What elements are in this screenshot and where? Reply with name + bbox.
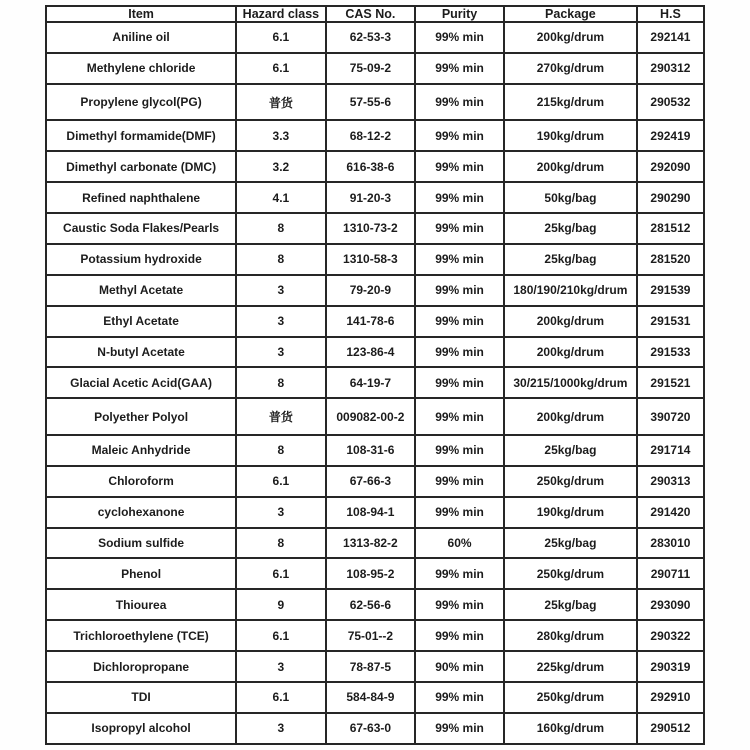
- cell-package: 30/215/1000kg/drum: [504, 367, 637, 398]
- cell-item: Maleic Anhydride: [46, 435, 236, 466]
- cell-purity: 90% min: [415, 651, 504, 682]
- cell-purity: 99% min: [415, 435, 504, 466]
- cell-item: Ethyl Acetate: [46, 306, 236, 337]
- cell-package: 25kg/bag: [504, 528, 637, 559]
- cell-hs: 293090: [637, 589, 704, 620]
- cell-cas_no: 1310-73-2: [326, 213, 415, 244]
- cell-purity: 99% min: [415, 213, 504, 244]
- cell-hs: 291539: [637, 275, 704, 306]
- column-header-item: Item: [46, 6, 236, 22]
- cell-package: 215kg/drum: [504, 84, 637, 121]
- cell-cas_no: 75-01--2: [326, 620, 415, 651]
- cell-item: Propylene glycol(PG): [46, 84, 236, 121]
- cell-cas_no: 62-53-3: [326, 22, 415, 53]
- cell-hazard_class: 6.1: [236, 620, 325, 651]
- table-row: [46, 120, 704, 151]
- cell-purity: 99% min: [415, 53, 504, 84]
- cell-cas_no: 64-19-7: [326, 367, 415, 398]
- cell-package: 200kg/drum: [504, 151, 637, 182]
- cell-package: 200kg/drum: [504, 398, 637, 435]
- table-row: [46, 528, 704, 559]
- cell-hazard_class: 3: [236, 337, 325, 368]
- cell-hazard_class: 3.2: [236, 151, 325, 182]
- cell-cas_no: 57-55-6: [326, 84, 415, 121]
- cell-hs: 292419: [637, 120, 704, 151]
- cell-cas_no: 1310-58-3: [326, 244, 415, 275]
- table-row: [46, 651, 704, 682]
- cell-hazard_class: 3: [236, 651, 325, 682]
- cell-hs: 281520: [637, 244, 704, 275]
- cell-cas_no: 67-66-3: [326, 466, 415, 497]
- cell-package: 270kg/drum: [504, 53, 637, 84]
- cell-item: Chloroform: [46, 466, 236, 497]
- cell-purity: 99% min: [415, 244, 504, 275]
- cell-package: 190kg/drum: [504, 497, 637, 528]
- column-header-package: Package: [504, 6, 637, 22]
- table-row: [46, 22, 704, 53]
- cell-item: Methylene chloride: [46, 53, 236, 84]
- table-row: [46, 84, 704, 121]
- cell-item: Aniline oil: [46, 22, 236, 53]
- cell-cas_no: 108-94-1: [326, 497, 415, 528]
- table-row: [46, 435, 704, 466]
- cell-purity: 99% min: [415, 558, 504, 589]
- table-row: [46, 337, 704, 368]
- cell-package: 200kg/drum: [504, 22, 637, 53]
- cell-cas_no: 009082-00-2: [326, 398, 415, 435]
- cell-purity: 99% min: [415, 466, 504, 497]
- cell-hazard_class: 8: [236, 435, 325, 466]
- cell-package: 160kg/drum: [504, 713, 637, 744]
- table-row: [46, 713, 704, 744]
- cell-hs: 291420: [637, 497, 704, 528]
- cell-purity: 99% min: [415, 713, 504, 744]
- table-row: [46, 213, 704, 244]
- cell-item: Caustic Soda Flakes/Pearls: [46, 213, 236, 244]
- cell-cas_no: 78-87-5: [326, 651, 415, 682]
- cell-hs: 290532: [637, 84, 704, 121]
- cell-package: 280kg/drum: [504, 620, 637, 651]
- cell-purity: 99% min: [415, 367, 504, 398]
- cell-item: Refined naphthalene: [46, 182, 236, 213]
- cell-cas_no: 123-86-4: [326, 337, 415, 368]
- cell-hazard_class: 8: [236, 244, 325, 275]
- cell-package: 200kg/drum: [504, 337, 637, 368]
- cell-hs: 290290: [637, 182, 704, 213]
- cell-cas_no: 108-95-2: [326, 558, 415, 589]
- cell-hazard_class: 6.1: [236, 466, 325, 497]
- cell-cas_no: 79-20-9: [326, 275, 415, 306]
- table-row: [46, 398, 704, 435]
- cell-hs: 290322: [637, 620, 704, 651]
- column-header-hs: H.S: [637, 6, 704, 22]
- cell-cas_no: 584-84-9: [326, 682, 415, 713]
- cell-cas_no: 68-12-2: [326, 120, 415, 151]
- cell-hs: 390720: [637, 398, 704, 435]
- cell-cas_no: 108-31-6: [326, 435, 415, 466]
- cell-package: 50kg/bag: [504, 182, 637, 213]
- cell-hazard_class: 3: [236, 306, 325, 337]
- cell-cas_no: 91-20-3: [326, 182, 415, 213]
- cell-hs: 281512: [637, 213, 704, 244]
- cell-hazard_class: 普货: [236, 84, 325, 121]
- cell-package: 190kg/drum: [504, 120, 637, 151]
- header-row: [46, 6, 704, 22]
- cell-item: TDI: [46, 682, 236, 713]
- cell-item: Phenol: [46, 558, 236, 589]
- cell-item: Methyl Acetate: [46, 275, 236, 306]
- cell-purity: 99% min: [415, 22, 504, 53]
- cell-hs: 291531: [637, 306, 704, 337]
- cell-item: Dichloropropane: [46, 651, 236, 682]
- cell-item: Polyether Polyol: [46, 398, 236, 435]
- table-row: [46, 244, 704, 275]
- cell-hs: 291714: [637, 435, 704, 466]
- table-row: [46, 589, 704, 620]
- cell-purity: 99% min: [415, 120, 504, 151]
- table-row: [46, 275, 704, 306]
- cell-item: Sodium sulfide: [46, 528, 236, 559]
- cell-hazard_class: 普货: [236, 398, 325, 435]
- cell-item: Potassium hydroxide: [46, 244, 236, 275]
- cell-hazard_class: 3: [236, 713, 325, 744]
- cell-package: 250kg/drum: [504, 466, 637, 497]
- cell-hazard_class: 3: [236, 497, 325, 528]
- cell-package: 225kg/drum: [504, 651, 637, 682]
- cell-package: 25kg/bag: [504, 213, 637, 244]
- cell-item: N-butyl Acetate: [46, 337, 236, 368]
- cell-purity: 99% min: [415, 306, 504, 337]
- cell-hazard_class: 6.1: [236, 682, 325, 713]
- cell-package: 25kg/bag: [504, 244, 637, 275]
- cell-package: 25kg/bag: [504, 435, 637, 466]
- cell-hs: 292141: [637, 22, 704, 53]
- cell-purity: 99% min: [415, 275, 504, 306]
- table-row: [46, 682, 704, 713]
- cell-item: Thiourea: [46, 589, 236, 620]
- cell-cas_no: 616-38-6: [326, 151, 415, 182]
- cell-item: Glacial Acetic Acid(GAA): [46, 367, 236, 398]
- cell-hazard_class: 9: [236, 589, 325, 620]
- table-row: [46, 367, 704, 398]
- cell-purity: 99% min: [415, 337, 504, 368]
- cell-purity: 99% min: [415, 182, 504, 213]
- cell-hazard_class: 8: [236, 213, 325, 244]
- cell-hazard_class: 6.1: [236, 22, 325, 53]
- cell-hazard_class: 3.3: [236, 120, 325, 151]
- cell-hazard_class: 6.1: [236, 53, 325, 84]
- cell-package: 25kg/bag: [504, 589, 637, 620]
- cell-hazard_class: 6.1: [236, 558, 325, 589]
- cell-purity: 99% min: [415, 497, 504, 528]
- column-header-hazard_class: Hazard class: [236, 6, 325, 22]
- table-row: [46, 306, 704, 337]
- cell-package: 200kg/drum: [504, 306, 637, 337]
- table-row: [46, 466, 704, 497]
- cell-hs: 290312: [637, 53, 704, 84]
- cell-purity: 99% min: [415, 151, 504, 182]
- table-row: [46, 182, 704, 213]
- cell-hs: 291521: [637, 367, 704, 398]
- table-row: [46, 497, 704, 528]
- cell-purity: 99% min: [415, 682, 504, 713]
- cell-cas_no: 141-78-6: [326, 306, 415, 337]
- cell-item: Dimethyl carbonate (DMC): [46, 151, 236, 182]
- cell-hs: 290319: [637, 651, 704, 682]
- cell-hs: 283010: [637, 528, 704, 559]
- cell-hs: 292090: [637, 151, 704, 182]
- cell-cas_no: 1313-82-2: [326, 528, 415, 559]
- cell-hs: 290512: [637, 713, 704, 744]
- cell-package: 250kg/drum: [504, 558, 637, 589]
- cell-purity: 60%: [415, 528, 504, 559]
- chemicals-table: [45, 5, 705, 745]
- table-row: [46, 620, 704, 651]
- cell-cas_no: 67-63-0: [326, 713, 415, 744]
- cell-package: 250kg/drum: [504, 682, 637, 713]
- column-header-cas_no: CAS No.: [326, 6, 415, 22]
- cell-item: Isopropyl alcohol: [46, 713, 236, 744]
- cell-hazard_class: 8: [236, 528, 325, 559]
- cell-hazard_class: 4.1: [236, 182, 325, 213]
- table-row: [46, 53, 704, 84]
- cell-cas_no: 75-09-2: [326, 53, 415, 84]
- cell-hs: 290711: [637, 558, 704, 589]
- cell-hs: 292910: [637, 682, 704, 713]
- table-row: [46, 151, 704, 182]
- cell-cas_no: 62-56-6: [326, 589, 415, 620]
- cell-package: 180/190/210kg/drum: [504, 275, 637, 306]
- cell-purity: 99% min: [415, 589, 504, 620]
- cell-purity: 99% min: [415, 620, 504, 651]
- cell-hazard_class: 3: [236, 275, 325, 306]
- column-header-purity: Purity: [415, 6, 504, 22]
- cell-hs: 291533: [637, 337, 704, 368]
- cell-item: cyclohexanone: [46, 497, 236, 528]
- cell-purity: 99% min: [415, 398, 504, 435]
- table-row: [46, 558, 704, 589]
- cell-hazard_class: 8: [236, 367, 325, 398]
- cell-item: Trichloroethylene (TCE): [46, 620, 236, 651]
- cell-item: Dimethyl formamide(DMF): [46, 120, 236, 151]
- cell-purity: 99% min: [415, 84, 504, 121]
- cell-hs: 290313: [637, 466, 704, 497]
